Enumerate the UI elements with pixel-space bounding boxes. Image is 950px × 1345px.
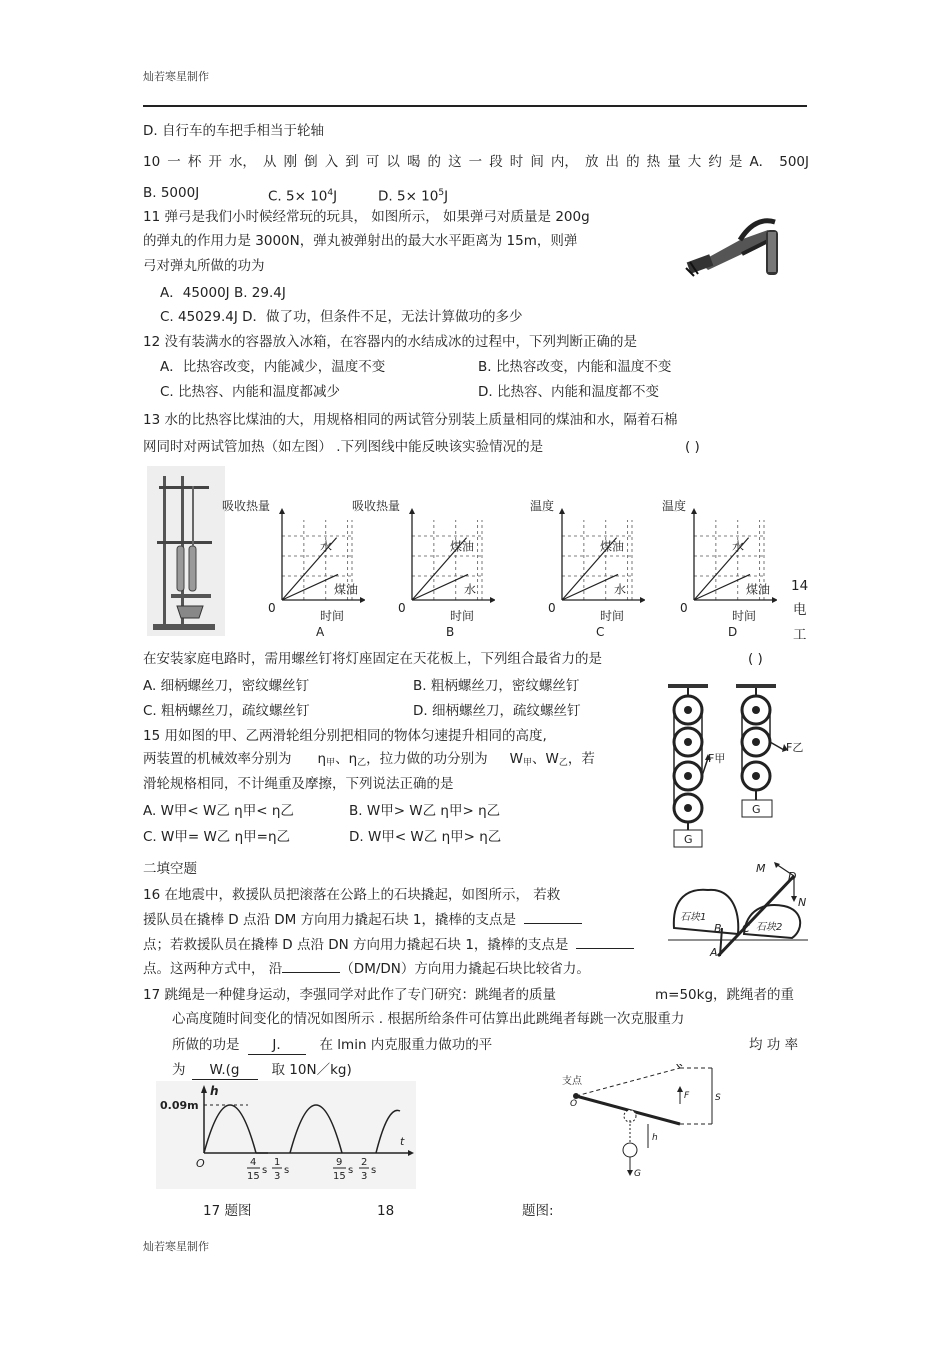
lever-point-o: O — [570, 1099, 578, 1109]
q10-stem-token: 10 — [143, 154, 161, 170]
slingshot-image — [680, 210, 800, 285]
q15-option-c: C. W甲= W乙 η甲=η乙 — [143, 829, 291, 845]
tick-1-3-num: 1 — [274, 1157, 281, 1168]
svg-text:s: s — [262, 1165, 268, 1176]
crowbar-label-a: A — [710, 946, 718, 958]
page-header: 灿若寒星制作 — [143, 70, 209, 83]
q14-stem: 在安装家庭电路时，需用螺丝钉将灯座固定在天花板上，下列组合最省力的是 — [143, 651, 602, 667]
crowbar-label-c: C — [742, 922, 750, 935]
q13-graph-xlabel: 时间 — [732, 609, 757, 623]
q13-graph-xlabel: 时间 — [450, 609, 475, 623]
pulley-weight-right-label: G — [752, 803, 761, 816]
q10-stem-token: 是 — [728, 154, 743, 170]
q10-option-d: D. $5\times 10^5J$ — [378, 188, 449, 205]
q10-stem — [143, 153, 809, 171]
q13-graph-d — [632, 494, 777, 639]
q13-graph-letter: C — [596, 625, 605, 639]
q14-char2: 工 — [793, 627, 807, 643]
rock-2-label: 石块2 — [756, 922, 783, 933]
q10-stem-token: 内， — [550, 154, 578, 170]
heating-apparatus-image — [147, 466, 225, 636]
pulley-force-yi-label: F乙 — [786, 741, 804, 754]
q17-line2: 心高度随时间变化的情况如图所示 . 根据所给条件可估算出此跳绳者每跳一次克服重力 — [172, 1011, 685, 1027]
lever-pivot-label: 支点 — [562, 1076, 582, 1087]
lever-distance-s: S — [715, 1093, 721, 1103]
section-fill-in-title: 二填空题 — [143, 861, 197, 877]
q13-graph-letter: A — [316, 625, 325, 639]
q15-option-a: A. W甲< W乙 η甲< η乙 — [143, 803, 294, 819]
q13-answer-paren: ( ) — [685, 439, 700, 455]
q13-graph-b — [350, 494, 495, 639]
q16-blank-3[interactable] — [282, 972, 340, 973]
q12-option-a: A．比热容改变，内能减少，温度不变 — [160, 359, 386, 375]
q10-stem-token: A． — [749, 154, 773, 170]
q17-line4: 为 W.(g 取 10N／kg) — [172, 1062, 352, 1078]
q10-stem-token: 放 — [584, 154, 599, 170]
q13-graph-upper-label: 煤油 — [600, 539, 625, 554]
q13-graph-ylabel: 吸收热量 — [352, 499, 401, 513]
q10-stem-token: 大 — [687, 154, 702, 170]
q13-graph-lower-label: 煤油 — [746, 582, 771, 597]
tick-1-3-den: 3 — [274, 1171, 281, 1182]
q13-graph-lower-line — [412, 574, 468, 600]
rock-1-label: 石块1 — [680, 912, 707, 923]
q13-graph-origin: 0 — [548, 601, 556, 615]
tick-2-3-num: 2 — [361, 1157, 368, 1168]
q16-blank-1[interactable] — [524, 923, 582, 924]
pulley-force-jia-label: F甲 — [708, 752, 726, 765]
q13-graph-lower-label: 水 — [464, 582, 477, 597]
q15-line2: 两装置的机械效率分别为 $\eta_甲$、$\eta_乙$，拉力做的功分别为 $W_甲$、$W_乙$，若 — [143, 751, 595, 768]
q10-stem-token: 这 — [448, 154, 462, 170]
q18-figure-caption-number: 18 — [377, 1203, 395, 1219]
q12-option-c: C. 比热容、内能和温度都减少 — [160, 384, 341, 400]
q10-stem-token: 热 — [646, 154, 661, 170]
q10-stem-token: 从 — [263, 154, 277, 170]
q10-stem-token: 的 — [626, 154, 640, 170]
q10-stem-token: 开 — [208, 154, 222, 170]
q13-graph-upper-label: 水 — [732, 539, 745, 554]
q9-option-d: D. 自行车的车把手相当于轮轴 — [143, 123, 324, 139]
graph-peak-label: 0.09m — [160, 1099, 199, 1112]
graph-axis-h: h — [210, 1084, 219, 1098]
q16-line4: 点。这两种方式中， 沿 （DM/DN）方向用力撬起石块比较省力。 — [143, 961, 590, 977]
q12-option-b: B. 比热容改变，内能和温度不变 — [478, 359, 672, 375]
q17-line1a: 17 跳绳是一种健身运动，李强同学对此作了专门研究：跳绳者的质量 — [143, 987, 556, 1003]
q13-graph-ylabel: 吸收热量 — [222, 499, 271, 513]
q13-graph-lower-line — [282, 574, 338, 600]
q13-graph-letter: D — [728, 625, 738, 639]
lever-height-h: h — [652, 1133, 658, 1143]
q17-line1b: m=50kg，跳绳者的重 — [655, 987, 795, 1003]
q16-blank-2[interactable] — [576, 948, 634, 949]
graph-axis-t: t — [400, 1135, 405, 1148]
q11-line1: 11 弹弓是我们小时候经常玩的玩具， 如图所示， 如果弹弓对质量是 200g — [143, 209, 590, 225]
q10-stem-token: 一 — [468, 154, 483, 170]
svg-text:s: s — [371, 1165, 377, 1176]
q13-graph-c — [500, 494, 645, 639]
q17-blank-work[interactable]: J. — [248, 1036, 306, 1055]
q11-options-ab: A．45000J B. 29.4J — [160, 285, 286, 301]
q13-graph-ylabel: 温度 — [530, 499, 555, 513]
q13-line2: 网同时对两试管加热（如左图） .下列图线中能反映该实验情况的是 — [143, 439, 544, 455]
q16-line1: 16 在地震中，救援队员把滚落在公路上的石块撬起，如图所示， 若救 — [143, 887, 561, 903]
q10-stem-token: 到 — [345, 154, 359, 170]
q10-stem-token: 可 — [365, 154, 380, 170]
q18-lever-figure — [562, 1064, 732, 1184]
lever-force-f: F — [684, 1091, 690, 1101]
q10-stem-token: 的 — [427, 154, 441, 170]
crowbar-rocks-figure — [668, 858, 808, 958]
q10-stem-token: 量 — [667, 154, 681, 170]
tick-9-15-den: 15 — [333, 1171, 346, 1182]
crowbar-label-b: B — [714, 922, 722, 935]
q13-graph-letter: B — [446, 625, 455, 639]
q13-graph-origin: 0 — [680, 601, 688, 615]
tick-4-15-num: 4 — [250, 1157, 257, 1168]
pulley-systems-figure — [660, 680, 810, 850]
q11-line3: 弓对弹丸所做的功为 — [143, 258, 265, 274]
crowbar-label-d: D — [788, 870, 797, 883]
q15-option-d: D. W甲< W乙 η甲> η乙 — [349, 829, 502, 845]
q10-stem-token: 时 — [509, 154, 524, 170]
q13-graph-ylabel: 温度 — [662, 499, 687, 513]
q18-figure-caption-text: 题图: — [522, 1203, 554, 1219]
q13-graph-upper-label: 煤油 — [450, 539, 475, 554]
q15-line1: 15 用如图的甲、乙两滑轮组分别把相同的物体匀速提升相同的高度, — [143, 728, 547, 744]
graph-origin: O — [196, 1157, 205, 1170]
q10-option-b: B. 5000J — [143, 185, 200, 201]
header-rule — [143, 105, 807, 107]
svg-text:s: s — [284, 1165, 290, 1176]
q17-line3: 所做的功是 J. 在 lmin 内克服重力做功的平 — [172, 1037, 493, 1053]
tick-9-15-num: 9 — [336, 1157, 343, 1168]
crowbar-label-m: M — [756, 862, 766, 875]
q14-option-c: C. 粗柄螺丝刀，疏纹螺丝钉 — [143, 703, 310, 719]
q10-stem-token: 500J — [779, 154, 809, 170]
q16-line2: 援队员在撬棒 D 点沿 DM 方向用力撬起石块 1，撬棒的支点是 — [143, 911, 582, 929]
q17-figure-caption: 17 题图 — [203, 1203, 252, 1219]
q14-option-b: B. 粗柄螺丝刀，密纹螺丝钉 — [413, 678, 580, 694]
q10-stem-token: 以 — [386, 154, 400, 170]
q13-graph-lower-label: 煤油 — [334, 582, 359, 597]
q13-line1: 13 水的比热容比煤油的大，用规格相同的两试管分别装上质量相同的煤油和水，隔着石棉 — [143, 412, 678, 428]
q13-graph-origin: 0 — [268, 601, 276, 615]
crowbar-label-n: N — [798, 896, 807, 909]
q16-line3: 点；若救援队员在撬棒 D 点沿 DN 方向用力撬起石块 1，撬棒的支点是 — [143, 936, 634, 954]
q15-line3: 滑轮规格相同，不计绳重及摩擦，下列说法正确的是 — [143, 776, 454, 792]
q17-height-time-graph — [156, 1081, 416, 1189]
q14-answer-paren: ( ) — [748, 651, 763, 667]
q13-graph-lower-line — [694, 574, 750, 600]
q14-char1: 电 — [793, 602, 807, 618]
q10-stem-token: 入 — [324, 154, 339, 170]
q10-stem-token: 段 — [489, 154, 503, 170]
tick-4-15-den: 15 — [247, 1171, 260, 1182]
q14-number: 14 — [791, 578, 809, 594]
page-footer: 灿若寒星制作 — [143, 1240, 209, 1253]
q17-blank-power[interactable]: W.(g — [192, 1061, 258, 1080]
lever-weight-g: G — [634, 1169, 641, 1179]
q13-graph-a — [220, 494, 365, 639]
q10-stem-token: 倒 — [304, 154, 318, 170]
q10-option-c: C. $5\times 10^4J$ — [268, 188, 338, 205]
q10-stem-token: 间 — [530, 154, 544, 170]
q17-line3d: 均 功 率 — [749, 1037, 799, 1053]
q14-option-d: D. 细柄螺丝刀，疏纹螺丝钉 — [413, 703, 581, 719]
q10-stem-token: 刚 — [283, 154, 298, 170]
q10-stem-token: 水， — [228, 154, 256, 170]
q11-options-cd: C. 45029.4J D．做了功，但条件不足，无法计算做功的多少 — [160, 309, 523, 325]
pulley-weight-left-label: G — [684, 833, 693, 846]
q15-option-b: B. W甲> W乙 η甲> η乙 — [349, 803, 501, 819]
q10-stem-token: 约 — [708, 154, 722, 170]
q10-stem-token: 一 — [167, 154, 181, 170]
q11-line2: 的弹丸的作用力是 3000N，弹丸被弹射出的最大水平距离为 15m，则弹 — [143, 233, 578, 249]
tick-2-3-den: 3 — [361, 1171, 368, 1182]
q12-stem: 12 没有装满水的容器放入冰箱，在容器内的水结成冰的过程中，下列判断正确的是 — [143, 334, 637, 350]
svg-text:s: s — [348, 1165, 354, 1176]
q13-graph-xlabel: 时间 — [320, 609, 345, 623]
q13-graph-xlabel: 时间 — [600, 609, 625, 623]
q10-stem-token: 杯 — [187, 154, 202, 170]
q13-graph-origin: 0 — [398, 601, 406, 615]
q12-option-d: D. 比热容、内能和温度都不变 — [478, 384, 659, 400]
q13-graph-upper-label: 水 — [320, 539, 333, 554]
q10-stem-token: 出 — [605, 154, 619, 170]
q14-option-a: A. 细柄螺丝刀，密纹螺丝钉 — [143, 678, 310, 694]
q10-stem-token: 喝 — [406, 154, 421, 170]
q13-graph-lower-line — [562, 574, 618, 600]
q13-graph-lower-label: 水 — [614, 582, 627, 597]
